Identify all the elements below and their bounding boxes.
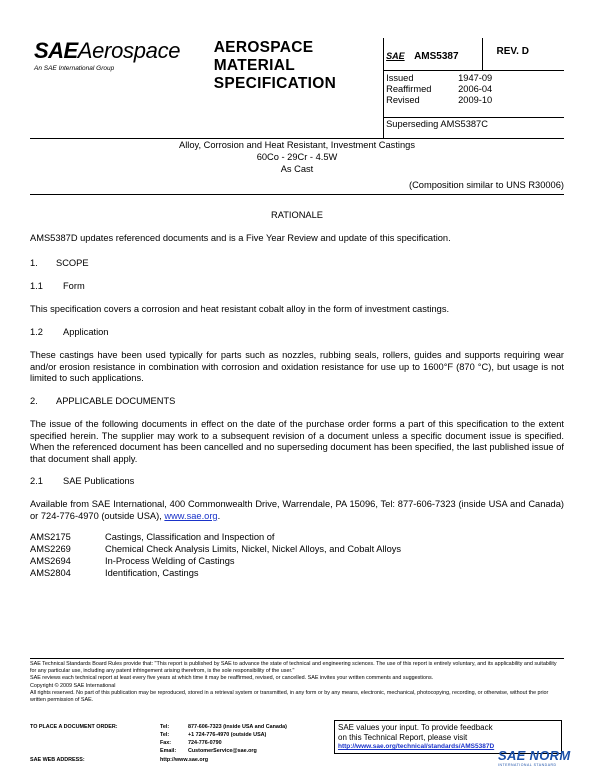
issued-value: 1947-09 <box>458 73 493 83</box>
rationale-heading: RATIONALE <box>270 210 323 220</box>
fax-value: 724-776-0790 <box>188 740 222 746</box>
ref-code: AMS2694 <box>30 556 71 566</box>
watermark <box>498 748 598 774</box>
section-2-text: The issue of the following documents in effect on the date of the purchase order forms a part of this specification to the extent specified herein. The supplier may work to a subsequent revision of a document unless a specific document issue is specified. When the referenced document has been cancelled and no superseding document has been specified, the last published issue of that document shall apply. <box>30 419 564 464</box>
section-1-title: SCOPE <box>56 258 89 268</box>
section-2-1-number: 2.1 <box>30 476 43 486</box>
order-label: TO PLACE A DOCUMENT ORDER: <box>30 724 118 730</box>
logo-subtitle: An SAE International Group <box>34 65 115 72</box>
composition-note: (Composition similar to UNS R30006) <box>408 180 564 190</box>
subject-line-2: 60Co - 29Cr - 4.5W <box>256 152 338 162</box>
footer-copyright: Copyright © 2009 SAE International <box>30 682 116 689</box>
section-2-number: 2. <box>30 396 38 406</box>
section-2-1-end: . <box>217 510 221 521</box>
title-line-2: MATERIAL <box>213 57 296 74</box>
section-1-1-text: This specification covers a corrosion and heat resistant cobalt alloy in the form of investment castings. <box>30 304 450 314</box>
divider <box>383 117 564 118</box>
ref-title: In-Process Welding of Castings <box>105 556 235 566</box>
tel2-label: Tel: <box>160 732 170 738</box>
footer-rule <box>30 658 564 659</box>
list-item <box>30 556 430 568</box>
list-item <box>30 532 430 544</box>
sae-mark: SAE <box>386 51 405 61</box>
watermark-subtext: INTERNATIONAL STANDARD <box>498 763 557 767</box>
subject-line-1: Alloy, Corrosion and Heat Resistant, Investment Castings <box>179 140 415 150</box>
sae-website-link[interactable]: www.sae.org <box>164 510 218 521</box>
header-table <box>30 38 564 138</box>
reaffirmed-value: 2006-04 <box>458 84 493 94</box>
ref-code: AMS2804 <box>30 568 71 578</box>
footer-paragraph-4: All rights reserved. No part of this publication may be reproduced, stored in a retrieval system or transmitted, in any form or by any means, electronic, mechanical, photocopying, recording, or otherwise, without the prior written permission of SAE. <box>30 689 549 704</box>
issued-label: Issued <box>386 73 414 83</box>
rule-bottom <box>30 194 564 195</box>
rule-top <box>30 138 564 139</box>
tel-label: Tel: <box>160 724 170 730</box>
logo-aerospace: Aerospace <box>77 38 181 63</box>
fax-label: Fax: <box>160 740 172 746</box>
ref-code: AMS2175 <box>30 532 71 542</box>
section-2-1-body: Available from SAE International, 400 Commonwealth Drive, Warrendale, PA 15096, Tel: 877-606-7323 (inside USA and Canada) or 724-776-4970 (outside USA), <box>30 499 564 521</box>
doc-type-title <box>206 38 383 93</box>
list-item <box>30 544 430 556</box>
reaffirmed-label: Reaffirmed <box>386 84 432 94</box>
feedback-line-1: SAE values your input. To provide feedback <box>338 723 493 732</box>
section-1-1-title: Form <box>63 281 85 291</box>
feedback-link[interactable]: http://www.sae.org/technical/standards/AMS5387D <box>338 743 495 750</box>
web-value[interactable]: http://www.sae.org <box>160 757 209 763</box>
sae-aerospace-logo <box>34 38 206 64</box>
web-label: SAE WEB ADDRESS: <box>30 757 85 763</box>
section-2-1-title: SAE Publications <box>63 476 135 486</box>
title-line-3: SPECIFICATION <box>213 75 337 92</box>
revised-value: 2009-10 <box>458 95 493 105</box>
section-1-1-number: 1.1 <box>30 281 43 291</box>
section-1-number: 1. <box>30 258 38 268</box>
list-item <box>30 568 430 580</box>
title-line-1: AEROSPACE <box>213 39 314 56</box>
reference-list <box>30 532 430 580</box>
tel-value: 877-606-7323 (inside USA and Canada) <box>188 724 287 730</box>
subject-line-3: As Cast <box>280 164 314 174</box>
rev-label: REV. D <box>496 46 529 57</box>
email-value[interactable]: CustomerService@sae.org <box>188 748 257 754</box>
section-1-2-text: These castings have been used typically for parts such as nozzles, rubbing seals, rollers, guides and supports requiring wear and/or erosion resistance in combination with corrosion and oxidation resistance for use up to 1600°F (870 °C), but usage is not limited to such applications. <box>30 350 564 384</box>
footer-paragraph-1: SAE Technical Standards Board Rules provide that: "This report is published by SAE to advance the state of technical and engineering sciences. The use of this report is entirely voluntary, and its applicability and suitability for any particular use, including any patent infringement arising therefrom, is the sole responsibility of the user." <box>30 661 557 675</box>
rationale-text: AMS5387D updates referenced documents and is a Five Year Review and update of this specification. <box>30 233 451 243</box>
ref-title: Chemical Check Analysis Limits, Nickel, Nickel Alloys, and Cobalt Alloys <box>105 544 402 554</box>
section-1-2-title: Application <box>63 327 109 337</box>
ref-code: AMS2269 <box>30 544 71 554</box>
ref-title: Identification, Castings <box>105 568 199 578</box>
watermark-text: SAE NORM <box>498 748 571 763</box>
footer-notice <box>30 661 564 704</box>
doc-number-cell <box>384 38 481 64</box>
section-2-1-text <box>30 499 564 522</box>
email-label: Email: <box>160 748 177 754</box>
feedback-line-2: on this Technical Report, please visit <box>338 732 468 742</box>
ref-title: Castings, Classification and Inspection of <box>105 532 275 542</box>
section-1-2-number: 1.2 <box>30 327 43 337</box>
tel2-value: +1 724-776-4970 (outside USA) <box>188 732 267 738</box>
logo-sae: SAE <box>34 38 78 63</box>
section-2-title: APPLICABLE DOCUMENTS <box>56 396 176 406</box>
footer-paragraph-2: SAE reviews each technical report at least every five years at which time it may be reaffirmed, revised, or cancelled. SAE invites your written comments and suggestions. <box>30 675 434 682</box>
superseding: Superseding AMS5387C <box>386 119 488 129</box>
doc-number: AMS5387 <box>414 51 459 62</box>
revised-label: Revised <box>386 95 420 105</box>
